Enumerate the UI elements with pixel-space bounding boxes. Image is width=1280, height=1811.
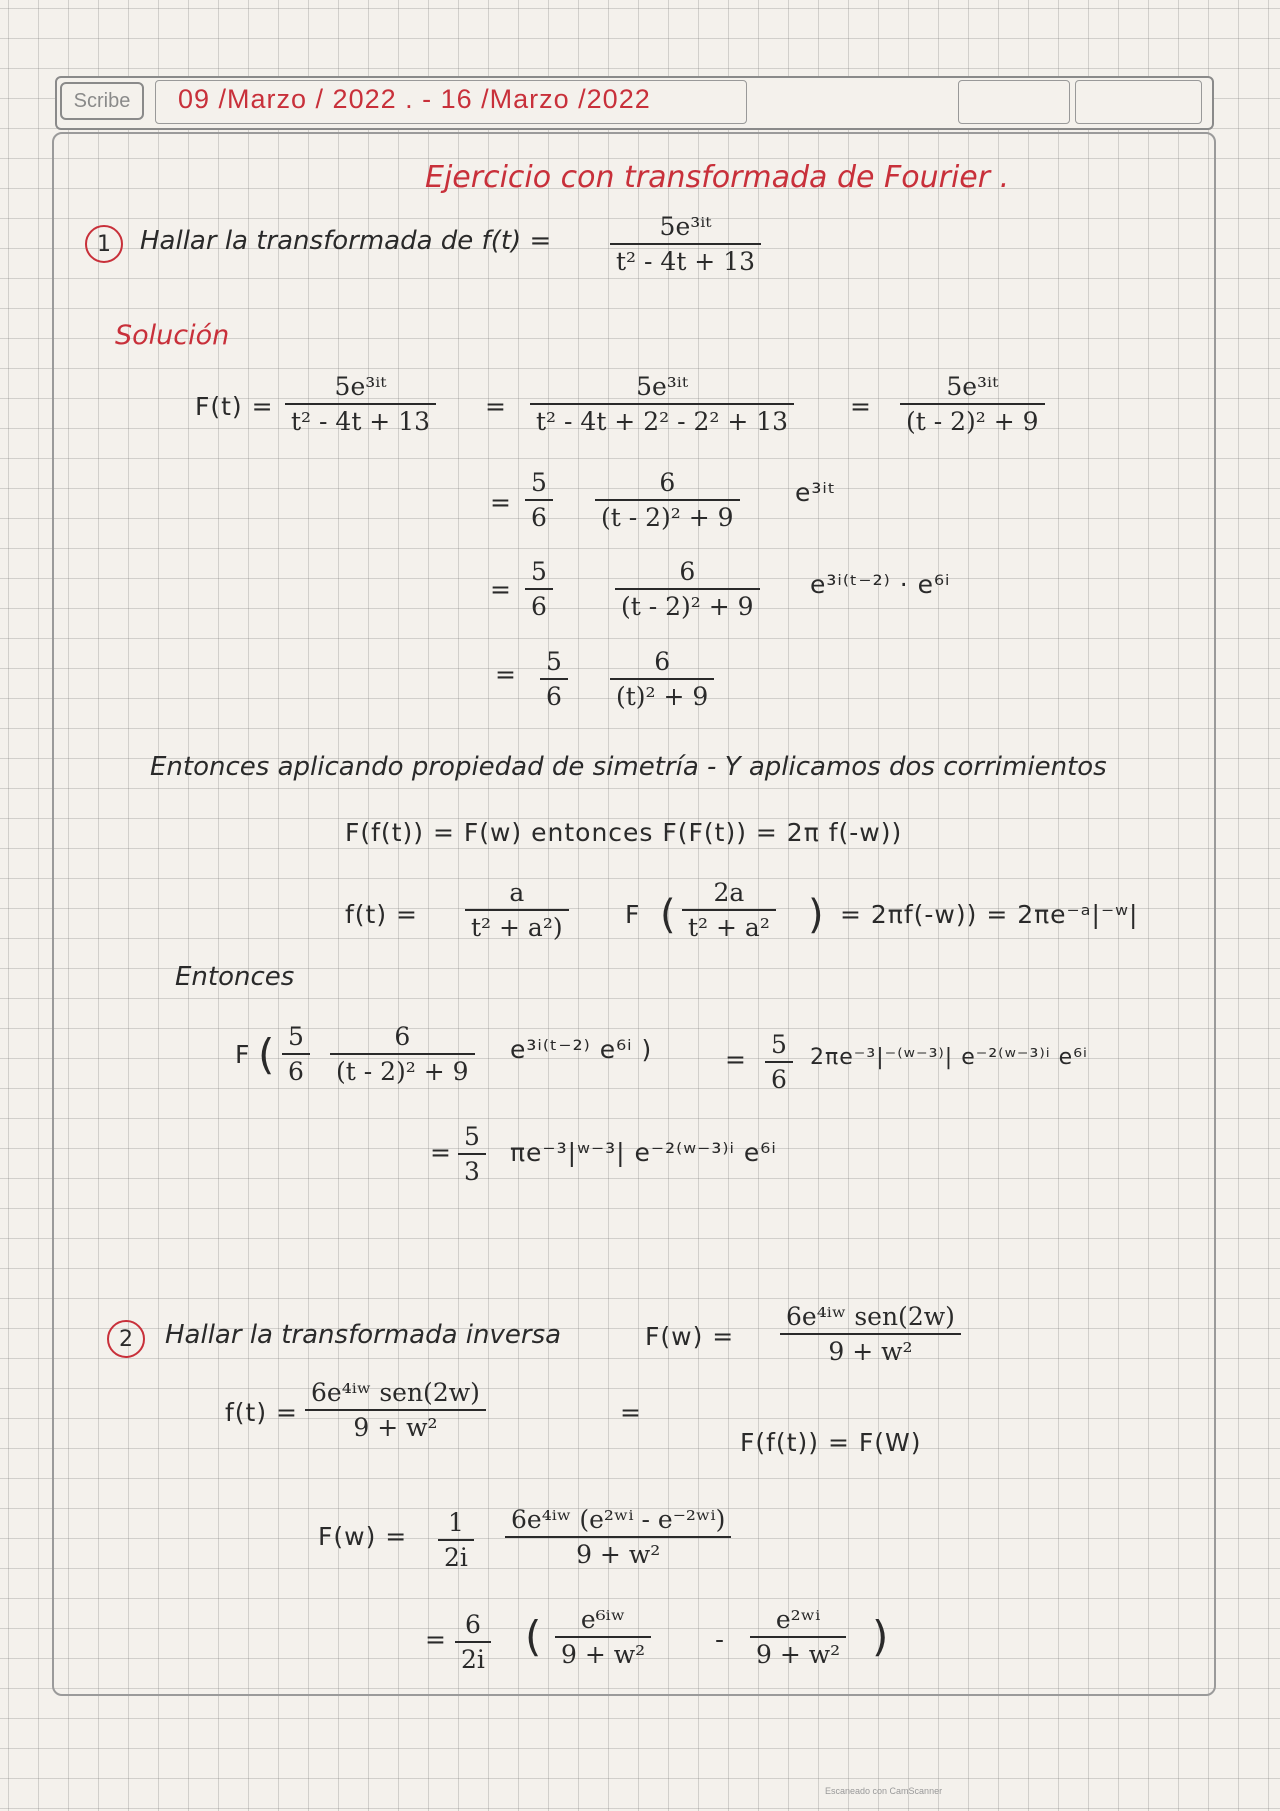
header-box-blank [958,80,1070,124]
fraction-bar [505,1536,731,1538]
fraction-denominator: t² - 4t + 13 [291,407,431,436]
step2-fraction [530,372,794,436]
exponential-term: e³ⁱᵗ [795,478,837,507]
fraction-numerator: 5 [531,557,547,586]
fraction-bar [610,243,761,245]
problem-number: 1 [85,225,123,263]
fraction-denominator: 6 [288,1057,304,1086]
exponential-term: e³ⁱ⁽ᵗ⁻²⁾ · e⁶ⁱ [810,570,951,599]
fraction-bar [615,588,760,590]
line2-fraction [595,468,740,532]
fraction-denominator: 6 [531,592,547,621]
fraction-numerator: 5e³ⁱᵗ [334,372,387,401]
fraction-numerator: 5e³ⁱᵗ [636,372,688,401]
final-fraction [330,1022,475,1086]
result-coefficient-fraction [765,1030,793,1094]
minus-sign: - [715,1625,726,1654]
fraction-numerator: a [509,878,525,907]
problem2-statement: Hallar la transformada inversa [165,1320,562,1350]
entonces-label: Entonces [175,962,295,992]
fraction-numerator: 5 [771,1030,787,1059]
fraction-bar [455,1641,491,1643]
symmetry-formula: F(f(t)) = F(w) entonces F(F(t)) = 2π f(-w)) [345,818,903,847]
s1-coefficient [438,1508,474,1572]
open-paren: ( [258,1030,276,1079]
fraction-denominator: (t)² + 9 [616,682,709,711]
scanner-watermark: Escaneado con CamScanner [825,1786,943,1796]
coefficient-fraction [525,557,553,621]
fraction-numerator: 6 [465,1610,481,1639]
s1-lhs: F(w) = [318,1522,408,1551]
fraction-denominator: (t - 2)² + 9 [336,1057,469,1086]
equals-sign: = [620,1398,642,1427]
fraction-bar [780,1333,961,1335]
fraction-denominator: t² - 4t + 13 [616,247,756,276]
equals-sign: = [725,1045,747,1074]
fraction-numerator: 6e⁴ⁱʷ (e²ʷⁱ - e⁻²ʷⁱ) [511,1505,726,1534]
pair-lhs: f(t) = [345,900,419,929]
fraction-denominator: 6 [546,682,562,711]
s2-term-b [750,1605,846,1669]
fraction-bar [438,1539,474,1541]
fraction-denominator: (t - 2)² + 9 [621,592,754,621]
pair-transform-fraction [682,878,776,942]
page-title: Ejercicio con transformada de Fourier . [425,160,1010,195]
step1-fraction [285,372,436,436]
problem2-f-fraction [305,1378,486,1442]
fraction-bar [285,403,436,405]
fraction-numerator: 2a [713,878,745,907]
fraction-denominator: 9 + w² [828,1337,913,1366]
equals-sign: = [430,1138,452,1167]
coefficient-fraction [525,468,553,532]
fraction-denominator: 9 + w² [576,1540,661,1569]
step3-fraction [900,372,1045,436]
pair-fraction [465,878,569,942]
header-box-blank [1075,80,1202,124]
fraction-bar [530,403,794,405]
fraction-denominator: 3 [464,1157,480,1186]
problem1-function [610,212,761,276]
fraction-numerator: e⁶ⁱʷ [580,1605,626,1634]
fraction-bar [750,1636,846,1638]
fraction-denominator: (t - 2)² + 9 [601,503,734,532]
fraction-bar [765,1061,793,1063]
equals-sign: = [850,392,872,421]
equals-sign: = [490,575,512,604]
fraction-denominator: 9 + w² [353,1413,438,1442]
fraction-denominator: 2i [444,1543,468,1572]
fraction-bar [555,1636,651,1638]
fraction-bar [540,678,568,680]
fraction-bar [525,499,553,501]
fraction-numerator: 6e⁴ⁱʷ sen(2w) [311,1378,480,1407]
fraction-numerator: 6e⁴ⁱʷ sen(2w) [786,1302,955,1331]
fraction-denominator: 9 + w² [756,1640,841,1669]
s1-fraction [505,1505,731,1569]
fraction-bar [458,1153,486,1155]
problem-number: 2 [107,1320,145,1358]
fraction-denominator: 6 [531,503,547,532]
fourier-relation: F(f(t)) = F(W) [740,1428,922,1457]
fraction-numerator: 5e³ⁱᵗ [659,212,712,241]
fraction-denominator: t² - 4t + 2² - 2² + 13 [536,407,789,436]
fraction-numerator: 6 [654,647,671,676]
fraction-bar [595,499,740,501]
fraction-numerator: 5e³ⁱᵗ [946,372,999,401]
final-result-simplified: πe⁻³|ʷ⁻³| e⁻²⁽ʷ⁻³⁾ⁱ e⁶ⁱ [510,1138,777,1167]
fraction-denominator: t² + a² [688,913,770,942]
fraction-numerator: 1 [448,1508,464,1537]
problem2-function [780,1302,961,1366]
coefficient-fraction [282,1022,310,1086]
problem1-statement: Hallar la transformada de f(t) = [140,226,552,256]
fraction-denominator: t² + a²) [471,913,563,942]
fraction-bar [525,588,553,590]
fraction-numerator: e²ʷⁱ [775,1605,821,1634]
equals-sign: = [490,488,512,517]
exponential-term: e³ⁱ⁽ᵗ⁻²⁾ e⁶ⁱ ) [510,1035,653,1064]
fraction-bar [900,403,1045,405]
equals-sign: = [425,1625,447,1654]
symmetry-text: Entonces aplicando propiedad de simetría - Y aplicamos dos corrimientos [150,752,1107,782]
final-result: 2πe⁻³|⁻⁽ʷ⁻³⁾| e⁻²⁽ʷ⁻³⁾ⁱ e⁶ⁱ [810,1045,1088,1070]
fraction-denominator: 2i [461,1645,485,1674]
fraction-numerator: 5 [464,1122,480,1151]
s2-coefficient [455,1610,491,1674]
fraction-denominator: (t - 2)² + 9 [906,407,1039,436]
fraction-numerator: 5 [546,647,562,676]
fraction-bar [305,1409,486,1411]
date-range: 09 /Marzo / 2022 . - 16 /Marzo /2022 [178,84,651,114]
close-paren: ) [808,892,825,938]
close-paren: ) [872,1612,890,1661]
f-lhs: f(t) = [225,1398,299,1427]
transform-operator: F [625,900,641,929]
pair-result: = 2πf(-w)) = 2πe⁻ᵃ|⁻ʷ| [840,900,1139,929]
open-paren: ( [660,892,677,938]
fraction-numerator: 6 [679,557,696,586]
fraction-denominator: 9 + w² [561,1640,646,1669]
line3-fraction [615,557,760,621]
equals-sign: = [495,660,517,689]
fraction-numerator: 5 [531,468,547,497]
fraction-denominator: 6 [771,1065,787,1094]
brand-logo: Scribe [60,82,144,120]
fraction-bar [465,909,569,911]
fraction-bar [282,1053,310,1055]
fraction-bar [330,1053,475,1055]
F-lhs: F(w) = [645,1322,735,1351]
fraction-bar [610,678,714,680]
fraction-numerator: 6 [394,1022,411,1051]
step1-lhs: F(t) = [195,392,274,421]
transform-operator: F [235,1040,251,1069]
s2-term-a [555,1605,651,1669]
fraction-bar [682,909,776,911]
solution-label: Solución [115,320,230,351]
fraction-numerator: 6 [659,468,676,497]
equals-sign: = [485,392,507,421]
coefficient-fraction [540,647,568,711]
result-coefficient-fraction [458,1122,486,1186]
line4-fraction [610,647,714,711]
open-paren: ( [525,1612,543,1661]
fraction-numerator: 5 [288,1022,304,1051]
